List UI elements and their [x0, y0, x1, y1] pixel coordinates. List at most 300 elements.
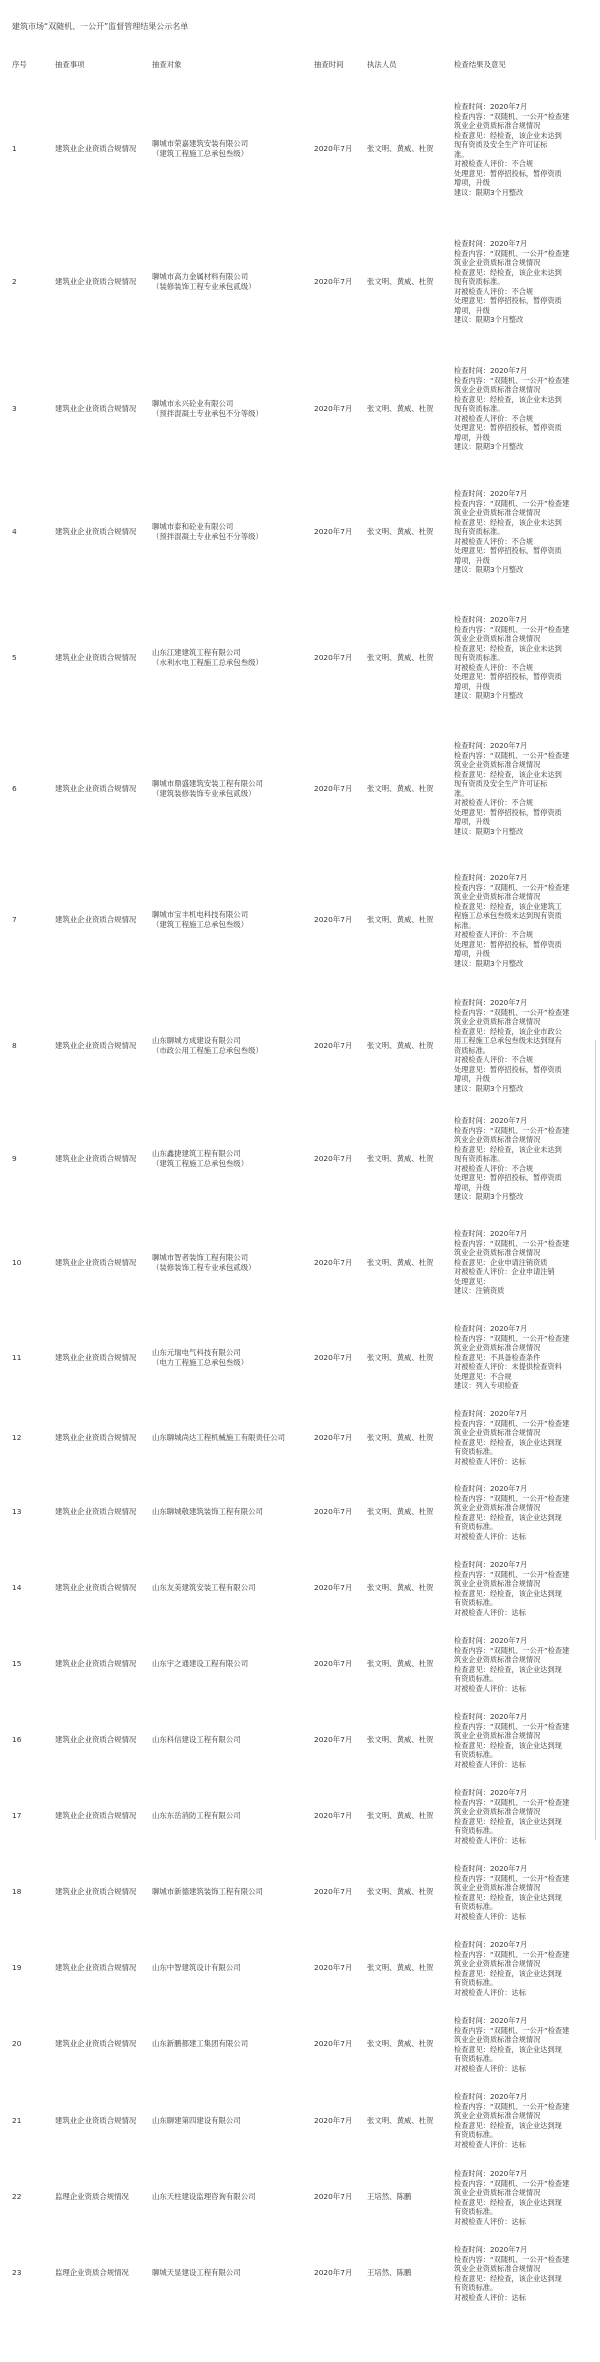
check-result-line: 有资质标准。 [454, 1978, 498, 1987]
check-result-line: 有资质标准。 [454, 1674, 498, 1683]
law-staff: 张文明、黄威、杜贺 [367, 1963, 434, 1972]
law-staff: 张文明、黄威、杜贺 [367, 1041, 434, 1050]
check-result [454, 347, 594, 471]
header-staff: 执法人员 [367, 60, 397, 69]
check-target: 山东友美建筑安装工程有限公司 [152, 1583, 256, 1592]
check-result-line: 对被检查人评价：达标 [454, 1531, 526, 1541]
check-result-line: 检查内容：“双随机、一公开”检查建 [454, 2178, 570, 2188]
check-date: 2020年7月 [314, 1041, 353, 1050]
check-result-line: 检查内容：“双随机、一公开”检查建 [454, 1007, 570, 1017]
check-result-line: 对被检查人评价：达标 [454, 1607, 526, 1617]
law-staff: 张文明、黄威、杜贺 [367, 1154, 434, 1163]
table-row [0, 1106, 600, 1211]
header-remark: 检查结果及意见 [454, 60, 506, 69]
check-item: 建筑业企业资质合规情况 [55, 2116, 137, 2125]
check-date: 2020年7月 [314, 527, 353, 536]
table-row [0, 1930, 600, 2006]
check-result-line: 有资质标准。 [454, 2130, 498, 2139]
check-result-line: 对被检查人评价：达标 [454, 1987, 526, 1997]
check-target: 聊城市宝丰机电科技有限公司 [152, 910, 249, 919]
check-result-line: 检查意见：经检查，该企业未达到 [454, 394, 562, 404]
check-result-line: 筑业企业资质标准合规情况 [454, 2111, 541, 2120]
check-target: 山东天柱建设监理咨询有限公司 [152, 2192, 256, 2201]
check-target: 山东聊建第四建设有限公司 [152, 2116, 241, 2125]
check-result-line: 增项，升级 [454, 1182, 490, 1192]
check-result-line: 检查时间：2020年7月 [454, 998, 528, 1007]
check-result-line: 检查时间：2020年7月 [454, 741, 528, 750]
header-item: 抽查事项 [55, 60, 85, 69]
check-target: （预拌混凝土专业承包不分等级） [152, 409, 263, 418]
page-title: 建筑市场“双随机、一公开”监督管理结果公示名单 [12, 22, 189, 31]
law-staff: 张文明、黄威、杜贺 [367, 1811, 434, 1820]
check-result-line: 对被检查人评价：不合规 [454, 1055, 534, 1064]
check-result-line: 检查内容：“双随机、一公开”检查建 [454, 1493, 570, 1503]
check-result-line: 检查意见：经检查，该企业达到现 [454, 1968, 562, 1978]
check-result-line: 检查内容：“双随机、一公开”检查建 [454, 375, 570, 385]
check-date: 2020年7月 [314, 1659, 353, 1668]
table-row [0, 1401, 600, 1474]
check-item: 建筑业企业资质合规情况 [55, 1735, 137, 1744]
table-row [0, 1550, 600, 1626]
row-number: 13 [12, 1507, 22, 1516]
check-date: 2020年7月 [314, 404, 353, 413]
law-staff: 张文明、黄威、杜贺 [367, 1735, 434, 1744]
header-no: 序号 [12, 60, 27, 69]
check-result-line: 建议：限期3个月整改 [454, 1192, 524, 1201]
check-result-line: 对被检查人评价：企业申请注销 [454, 1267, 555, 1276]
check-target: 聊城市新德建筑装饰工程有限公司 [152, 1887, 263, 1896]
check-result [454, 1474, 594, 1550]
law-staff: 张文明、黄威、杜贺 [367, 1659, 434, 1668]
check-result-line: 检查内容：“双随机、一公开”检查建 [454, 248, 570, 258]
check-result-line: 处理意见：暂停招投标，暂停资质 [454, 1173, 562, 1182]
check-result-line: 检查意见：不具备检查条件 [454, 1352, 541, 1362]
check-result-line: 处理意见：暂停招投标，暂停资质 [454, 672, 562, 681]
check-result-line: 检查意见：经检查，该企业建筑工 [454, 901, 562, 911]
row-number: 17 [12, 1811, 22, 1820]
row-number: 1 [12, 144, 17, 153]
table-row [0, 1854, 600, 1930]
check-date: 2020年7月 [314, 1258, 353, 1267]
row-number: 9 [12, 1154, 17, 1163]
check-result [454, 855, 594, 985]
check-result-line: 检查意见：经检查，该企业达到现 [454, 1816, 562, 1826]
row-number: 21 [12, 2116, 22, 2125]
check-result-line: 筑业企业资质标准合规情况 [454, 121, 541, 130]
row-number: 23 [12, 2268, 22, 2277]
check-result-line: 对被检查人评价：不合规 [454, 536, 534, 546]
check-result-line: 检查内容：“双随机、一公开”检查建 [454, 498, 570, 508]
check-date: 2020年7月 [314, 2039, 353, 2048]
check-result-line: 对被检查人评价：达标 [454, 2292, 526, 2302]
check-result-line: 用工程施工总承包叁级未达到现有 [454, 1036, 562, 1045]
check-date: 2020年7月 [314, 2192, 353, 2201]
law-staff: 王培然、陈鹏 [367, 2268, 412, 2277]
check-result-line: 处理意见：暂停招投标，暂停资质 [454, 296, 562, 305]
check-date: 2020年7月 [314, 1154, 353, 1163]
check-result-line: 对被检查人评价：不合规 [454, 798, 534, 807]
check-result-line: 现有资质标准。 [454, 277, 505, 286]
table-row [0, 722, 600, 855]
check-date: 2020年7月 [314, 1887, 353, 1896]
check-target: 聊城市鼎盛建筑安装工程有限公司 [152, 779, 263, 788]
check-result-line: 增项，升级 [454, 555, 490, 565]
check-result-line: 检查时间：2020年7月 [454, 1560, 528, 1569]
check-result-line: 检查意见：经检查，该企业达到现 [454, 1892, 562, 1902]
check-result-line: 筑业企业资质标准合规情况 [454, 508, 541, 517]
check-result-line: 检查内容：“双随机、一公开”检查建 [454, 882, 570, 892]
check-result [454, 593, 594, 722]
check-result-line: 建议：限期3个月整改 [454, 826, 524, 836]
check-result [454, 1401, 594, 1474]
check-result-line: 检查意见：经检查，该企业未达到 [454, 267, 562, 277]
check-result-line: 建议：限期3个月整改 [454, 315, 524, 324]
check-target: （预拌混凝土专业承包不分等级） [152, 532, 263, 541]
check-result-line: 检查时间：2020年7月 [454, 239, 528, 248]
check-result-line: 检查内容：“双随机、一公开”检查建 [454, 750, 570, 760]
table-header [0, 60, 600, 76]
table-row [0, 985, 600, 1106]
law-staff: 张文明、黄威、杜贺 [367, 1353, 434, 1362]
check-result-line: 检查意见：经检查，该企业未达到 [454, 517, 562, 527]
check-result-line: 现有资质标准。 [454, 404, 505, 413]
check-date: 2020年7月 [314, 1735, 353, 1744]
check-result-line: 处理意见：暂停招投标，暂停资质 [454, 807, 562, 817]
check-result-line: 处理意见：不合规 [454, 1371, 512, 1381]
check-result-line: 建议：限期3个月整改 [454, 565, 524, 574]
check-result-line: 检查时间：2020年7月 [454, 1940, 528, 1949]
check-result-line: 检查时间：2020年7月 [454, 2169, 528, 2178]
table-row [0, 347, 600, 471]
table-row [0, 2235, 600, 2311]
check-result-line: 有资质标准。 [454, 2054, 498, 2063]
check-date: 2020年7月 [314, 2116, 353, 2125]
check-result-line: 检查意见：经检查，该企业达到现 [454, 1512, 562, 1522]
check-item: 建筑业企业资质合规情况 [55, 277, 137, 286]
check-result-line: 检查内容：“双随机、一公开”检查建 [454, 1569, 570, 1579]
check-item: 建筑业企业资质合规情况 [55, 1433, 137, 1442]
table-row [0, 1211, 600, 1314]
check-result-line: 检查意见：经检查，该企业未达到 [454, 130, 562, 140]
check-result-line: 对被检查人评价：达标 [454, 1911, 526, 1921]
check-item: 建筑业企业资质合规情况 [55, 653, 137, 662]
check-result [454, 2082, 594, 2159]
check-result-line: 建议：限期3个月整改 [454, 958, 524, 968]
check-result-line: 检查内容：“双随机、一公开”检查建 [454, 2025, 570, 2035]
check-result [454, 1778, 594, 1854]
law-staff: 张文明、黄威、杜贺 [367, 1433, 434, 1442]
check-result [454, 1702, 594, 1778]
check-result-line: 增项，升级 [454, 681, 490, 691]
check-result-line: 检查内容：“双随机、一公开”检查建 [454, 1949, 570, 1959]
check-result-line: 检查内容：“双随机、一公开”检查建 [454, 111, 570, 121]
check-target: 山东鑫捷建筑工程有限公司 [152, 1149, 241, 1158]
check-result-line: 筑业企业资质标准合规情况 [454, 634, 541, 643]
check-result-line: 对被检查人评价：不合规 [454, 286, 534, 296]
check-result-line: 程施工总承包叁级未达到现有资质 [454, 911, 562, 920]
check-item: 建筑业企业资质合规情况 [55, 1583, 137, 1592]
check-target: （装修装饰工程专业承包贰级） [152, 282, 256, 291]
check-result-line: 筑业企业资质标准合规情况 [454, 1017, 541, 1026]
check-result-line: 检查意见：经检查，该企业达到现 [454, 1740, 562, 1750]
row-number: 2 [12, 277, 17, 286]
check-result-line: 检查时间：2020年7月 [454, 1788, 528, 1797]
check-item: 建筑业企业资质合规情况 [55, 1887, 137, 1896]
check-result-line: 筑业企业资质标准合规情况 [454, 2188, 541, 2197]
check-result [454, 2235, 594, 2311]
check-result-line: 筑业企业资质标准合规情况 [454, 1579, 541, 1588]
check-item: 建筑业企业资质合规情况 [55, 144, 137, 153]
check-result-line: 对被检查人评价：不合规 [454, 159, 534, 168]
check-result [454, 82, 594, 216]
row-number: 4 [12, 527, 17, 536]
check-target: 山东科信建设工程有限公司 [152, 1735, 241, 1744]
check-target: （水利水电工程施工总承包叁级） [152, 658, 263, 667]
check-result-line: 检查内容：“双随机、一公开”检查建 [454, 2254, 570, 2264]
check-result-line: 筑业企业资质标准合规情况 [454, 1883, 541, 1892]
check-item: 建筑业企业资质合规情况 [55, 1507, 137, 1516]
check-result-line: 处理意见：暂停招投标，暂停资质 [454, 168, 562, 178]
check-result-line: 检查意见：经检查，该企业达到现 [454, 2273, 562, 2283]
check-item: 建筑业企业资质合规情况 [55, 404, 137, 413]
check-result-line: 检查内容：“双随机、一公开”检查建 [454, 1873, 570, 1883]
row-number: 19 [12, 1963, 22, 1972]
check-result-line: 检查内容：“双随机、一公开”检查建 [454, 624, 570, 634]
row-number: 15 [12, 1659, 22, 1668]
check-result-line: 增项，升级 [454, 305, 490, 315]
law-staff: 王培然、陈鹏 [367, 2192, 412, 2201]
check-result-line: 对被检查人评价：不合规 [454, 662, 534, 672]
row-number: 22 [12, 2192, 22, 2201]
check-result-line: 检查时间：2020年7月 [454, 2245, 528, 2254]
row-number: 6 [12, 784, 17, 793]
law-staff: 张文明、黄威、杜贺 [367, 784, 434, 793]
check-item: 建筑业企业资质合规情况 [55, 1353, 137, 1362]
check-result-line: 处理意见：暂停招投标，暂停资质 [454, 1064, 562, 1074]
check-target: 山东新鹏都建工集团有限公司 [152, 2039, 249, 2048]
check-result [454, 471, 594, 593]
check-result-line: 筑业企业资质标准合规情况 [454, 1503, 541, 1512]
law-staff: 张文明、黄威、杜贺 [367, 1887, 434, 1896]
check-result-line: 筑业企业资质标准合规情况 [454, 760, 541, 769]
check-result-line: 检查意见：经检查，该企业达到现 [454, 1437, 562, 1447]
check-date: 2020年7月 [314, 653, 353, 662]
check-item: 建筑业企业资质合规情况 [55, 1811, 137, 1820]
check-result-line: 对被检查人评价：达标 [454, 1759, 526, 1769]
law-staff: 张文明、黄威、杜贺 [367, 2039, 434, 2048]
check-result-line: 现有资质及安全生产许可证标 [454, 140, 548, 149]
table-row [0, 1626, 600, 1702]
check-result-line: 筑业企业资质标准合规情况 [454, 1248, 541, 1257]
check-item: 建筑业企业资质合规情况 [55, 1041, 137, 1050]
check-date: 2020年7月 [314, 1353, 353, 1362]
check-target: （市政公用工程施工总承包叁级） [152, 1046, 263, 1055]
row-number: 5 [12, 653, 17, 662]
check-date: 2020年7月 [314, 144, 353, 153]
check-result-line: 筑业企业资质标准合规情况 [454, 1655, 541, 1664]
check-result-line: 检查内容：“双随机、一公开”检查建 [454, 2101, 570, 2111]
check-result-line: 对被检查人评价：不合规 [454, 413, 534, 423]
check-result-line: 检查时间：2020年7月 [454, 873, 528, 882]
check-result [454, 1626, 594, 1702]
row-number: 3 [12, 404, 17, 413]
check-item: 建筑业企业资质合规情况 [55, 1963, 137, 1972]
check-result-line: 检查内容：“双随机、一公开”检查建 [454, 1418, 570, 1428]
check-target: 山东东岳消防工程有限公司 [152, 1811, 241, 1820]
check-result-line: 有资质标准。 [454, 1522, 498, 1531]
check-result-line: 检查意见：经检查，该企业达到现 [454, 2120, 562, 2130]
row-number: 18 [12, 1887, 22, 1896]
check-result-line: 增项，升级 [454, 817, 490, 826]
row-number: 16 [12, 1735, 22, 1744]
check-result-line: 检查意见：经检查，该企业达到现 [454, 2197, 562, 2207]
check-result-line: 处理意见：暂停招投标，暂停资质 [454, 939, 562, 949]
check-result-line: 对被检查人评价：达标 [454, 1683, 526, 1693]
table-row [0, 855, 600, 985]
check-item: 建筑业企业资质合规情况 [55, 784, 137, 793]
check-result-line: 筑业企业资质标准合规情况 [454, 1428, 541, 1437]
check-target: （电力工程施工总承包叁级） [152, 1358, 249, 1367]
check-item: 建筑业企业资质合规情况 [55, 915, 137, 924]
check-result-line: 检查时间：2020年7月 [454, 1864, 528, 1873]
row-number: 14 [12, 1583, 22, 1592]
check-target: 山东江建建筑工程有限公司 [152, 648, 241, 657]
check-result-line: 检查意见：经检查，该企业市政公 [454, 1026, 562, 1036]
row-number: 20 [12, 2039, 22, 2048]
check-date: 2020年7月 [314, 915, 353, 924]
table-row [0, 2006, 600, 2082]
check-result-line: 有资质标准。 [454, 2283, 498, 2292]
table-row [0, 2159, 600, 2235]
check-result-line: 有资质标准。 [454, 1826, 498, 1835]
check-result-line: 对被检查人评价：达标 [454, 2216, 526, 2226]
check-result-line: 建议：列入专项检查 [454, 1381, 519, 1390]
check-result-line: 检查时间：2020年7月 [454, 1636, 528, 1645]
check-target: （装修装饰工程专业承包贰级） [152, 1263, 256, 1272]
check-target: （建筑工程施工总承包叁级） [152, 149, 249, 158]
check-result-line: 检查意见：经检查，该企业达到现 [454, 1588, 562, 1598]
check-result-line: 对被检查人评价：达标 [454, 2139, 526, 2149]
table-row [0, 1702, 600, 1778]
check-result-line: 检查意见：经检查，该企业未达到 [454, 643, 562, 653]
check-result-line: 筑业企业资质标准合规情况 [454, 1959, 541, 1968]
check-date: 2020年7月 [314, 784, 353, 793]
table-row [0, 82, 600, 216]
row-number: 11 [12, 1353, 22, 1362]
check-target: 山东聊城敬建筑装饰工程有限公司 [152, 1507, 263, 1516]
law-staff: 张文明、黄威、杜贺 [367, 915, 434, 924]
check-result [454, 2159, 594, 2235]
check-target: 聊城天显建设工程有限公司 [152, 2268, 241, 2277]
check-date: 2020年7月 [314, 1507, 353, 1516]
check-result-line: 检查时间：2020年7月 [454, 1229, 528, 1238]
check-result-line: 有资质标准。 [454, 1598, 498, 1607]
row-number: 7 [12, 915, 17, 924]
check-result-line: 检查意见：经检查，该企业未达到 [454, 769, 562, 779]
check-result-line: 检查时间：2020年7月 [454, 615, 528, 624]
check-result-line: 检查时间：2020年7月 [454, 102, 528, 111]
check-result-line: 筑业企业资质标准合规情况 [454, 1135, 541, 1144]
check-result-line: 对被检查人评价：达标 [454, 1835, 526, 1845]
law-staff: 张文明、黄威、杜贺 [367, 653, 434, 662]
check-item: 建筑业企业资质合规情况 [55, 1258, 137, 1267]
check-target: 山东宇之通建设工程有限公司 [152, 1659, 249, 1668]
table-row [0, 1314, 600, 1401]
check-result [454, 1314, 594, 1401]
check-date: 2020年7月 [314, 1811, 353, 1820]
check-result-line: 检查时间：2020年7月 [454, 2092, 528, 2101]
check-result-line: 处理意见：暂停招投标，暂停资质 [454, 546, 562, 555]
check-target: （建筑工程施工总承包叁级） [152, 1159, 249, 1168]
check-item: 建筑业企业资质合规情况 [55, 1659, 137, 1668]
check-result-line: 检查内容：“双随机、一公开”检查建 [454, 1333, 570, 1343]
check-result-line: 检查时间：2020年7月 [454, 2016, 528, 2025]
check-item: 监理企业资质合规情况 [55, 2268, 129, 2277]
check-result-line: 检查时间：2020年7月 [454, 1484, 528, 1493]
check-result-line: 现有资质标准。 [454, 1154, 505, 1163]
check-result-line: 筑业企业资质标准合规情况 [454, 1731, 541, 1740]
check-target: 聊城市高力金属材料有限公司 [152, 272, 249, 281]
check-result-line: 检查时间：2020年7月 [454, 489, 528, 498]
check-item: 监理企业资质合规情况 [55, 2192, 129, 2201]
check-target: 山东聊城方成建设有限公司 [152, 1036, 241, 1045]
check-result-line: 准。 [454, 149, 469, 159]
check-result-line: 对被检查人评价：不合规 [454, 1163, 534, 1173]
check-result-line: 检查时间：2020年7月 [454, 366, 528, 375]
check-result-line: 检查内容：“双随机、一公开”检查建 [454, 1125, 570, 1135]
table-row [0, 2082, 600, 2159]
check-result-line: 建议：限期3个月整改 [454, 691, 524, 700]
table-row [0, 216, 600, 347]
check-result-line: 资质标准。 [454, 1045, 490, 1055]
check-result-line: 检查内容：“双随机、一公开”检查建 [454, 1797, 570, 1807]
check-target: 山东元瑞电气科技有限公司 [152, 1348, 241, 1357]
check-result-line: 筑业企业资质标准合规情况 [454, 892, 541, 901]
check-result-line: 检查意见：经检查，该企业未达到 [454, 1144, 562, 1154]
check-result-line: 增项，升级 [454, 178, 490, 187]
check-result-line: 建议：限期3个月整改 [454, 1083, 524, 1093]
check-date: 2020年7月 [314, 1583, 353, 1592]
law-staff: 张文明、黄威、杜贺 [367, 404, 434, 413]
check-result-line: 检查内容：“双随机、一公开”检查建 [454, 1645, 570, 1655]
table-row [0, 1778, 600, 1854]
check-result-line: 增项，升级 [454, 1074, 490, 1083]
check-result-line: 筑业企业资质标准合规情况 [454, 258, 541, 267]
check-result-line: 检查时间：2020年7月 [454, 1324, 528, 1333]
check-result-line: 增项，升级 [454, 949, 490, 958]
check-result-line: 检查意见：企业申请注销资质 [454, 1257, 548, 1267]
check-result [454, 1211, 594, 1314]
check-result-line: 建议：限期3个月整改 [454, 442, 524, 451]
header-target: 抽查对象 [152, 60, 182, 69]
check-result-line: 对被检查人评价：达标 [454, 2063, 526, 2073]
check-date: 2020年7月 [314, 2268, 353, 2277]
check-result [454, 1854, 594, 1930]
table-row [0, 471, 600, 593]
check-result-line: 检查时间：2020年7月 [454, 1409, 528, 1418]
check-result-line: 对被检查人评价：不合规 [454, 930, 534, 939]
check-item: 建筑业企业资质合规情况 [55, 527, 137, 536]
check-target: 聊城市荣嘉建筑安装有限公司 [152, 139, 249, 148]
check-result-line: 现有资质及安全生产许可证标 [454, 779, 548, 788]
check-target: （建筑工程施工总承包叁级） [152, 920, 249, 929]
check-item: 建筑业企业资质合规情况 [55, 2039, 137, 2048]
check-result-line: 准。 [454, 788, 469, 798]
check-result-line: 检查内容：“双随机、一公开”检查建 [454, 1721, 570, 1731]
header-date: 抽查时间 [314, 60, 344, 69]
check-result-line: 检查意见：经检查，该企业达到现 [454, 1664, 562, 1674]
check-result [454, 1550, 594, 1626]
